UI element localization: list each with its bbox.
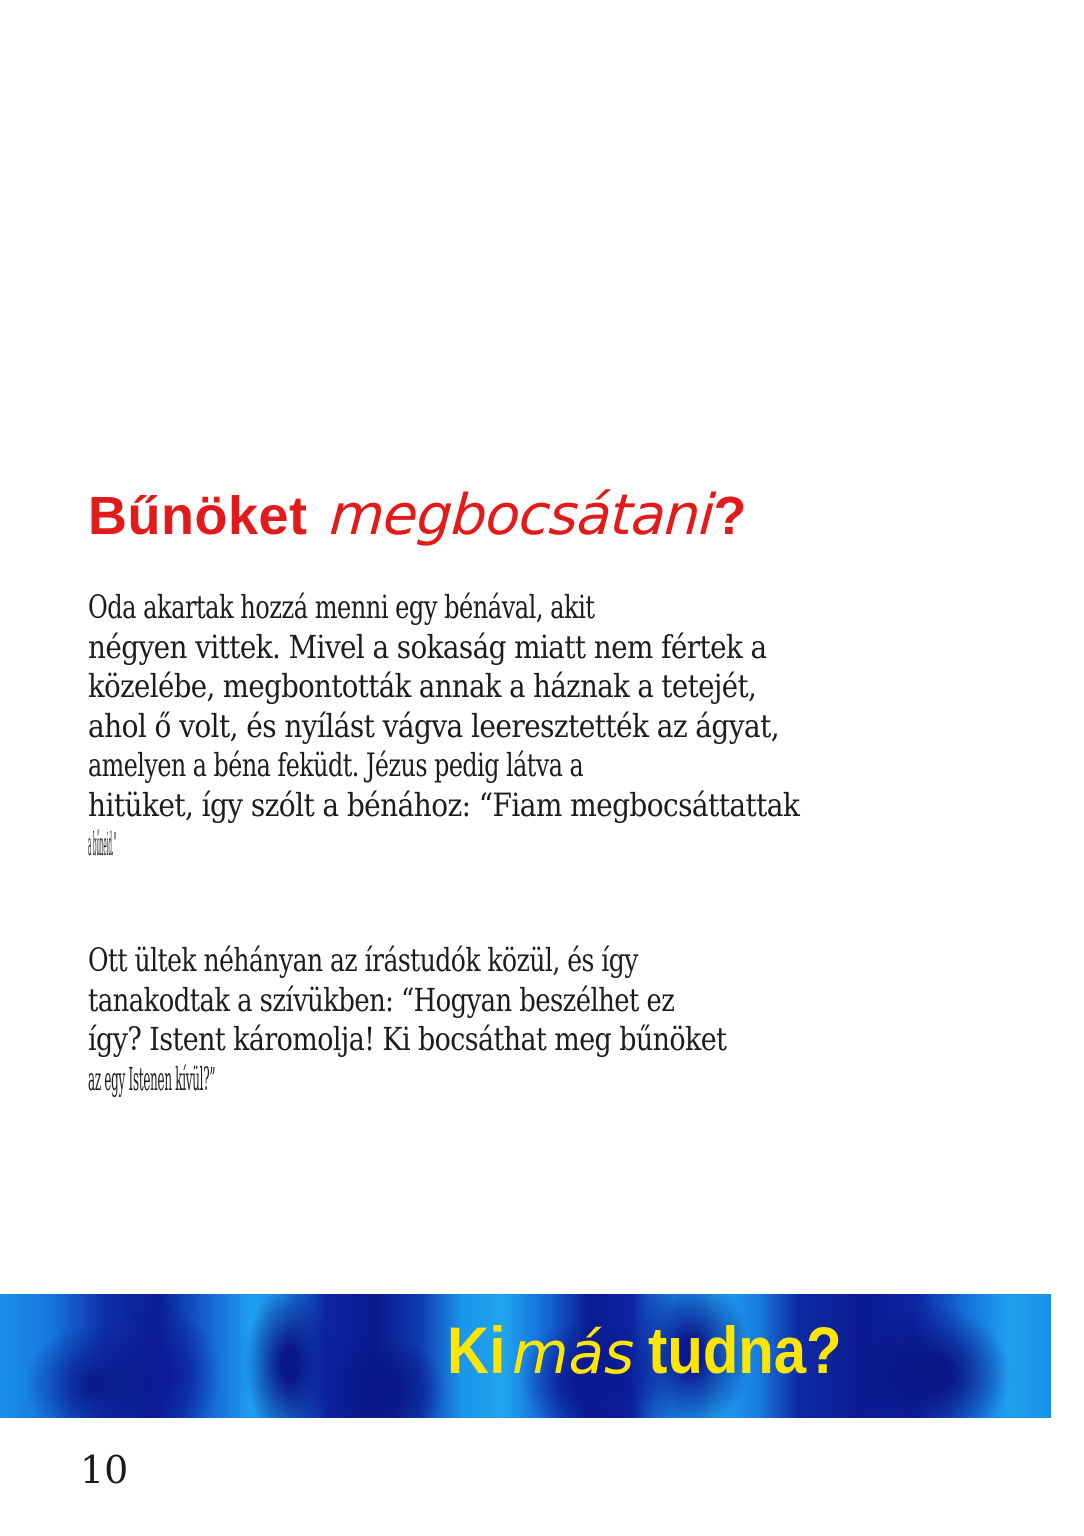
blue-banner xyxy=(0,1294,1051,1418)
paragraph-line: Ott ültek néhányan az írástudók közül, és így xyxy=(88,941,638,979)
paragraph-line: közelébe, megbontották annak a háznak a tetejét, xyxy=(88,667,757,705)
banner-bold-word-2: tudna? xyxy=(648,1313,842,1387)
banner-script-word: más xyxy=(512,1319,635,1387)
paragraph-1 xyxy=(88,588,1008,865)
paragraph-line: tanakodtak a szívükben: “Hogyan beszélhet ez xyxy=(88,980,675,1019)
banner-title xyxy=(447,1312,868,1388)
paragraph-2 xyxy=(88,941,1008,1099)
section-heading xyxy=(88,483,746,593)
paragraph-line: a bűneid.” xyxy=(88,825,117,863)
paragraph-line: Oda akartak hozzá menni egy bénával, akit xyxy=(88,588,595,626)
heading-script-word: megbocsátani xyxy=(327,483,716,549)
paragraph-line: az egy Istenen kívül?” xyxy=(88,1059,216,1098)
paragraph-line: így? Istent káromolja! Ki bocsáthat meg bűnöket xyxy=(88,1020,727,1058)
paragraph-line: ahol ő volt, és nyílást vágva leeresztették az ágyat, xyxy=(88,706,780,745)
paragraph-line: hitüket, így szólt a bénához: “Fiam megbocsáttattak xyxy=(88,785,800,824)
paragraph-line: négyen vittek. Mivel a sokaság miatt nem fértek a xyxy=(88,627,767,666)
banner-bold-word: Ki xyxy=(447,1313,506,1387)
heading-question-mark: ? xyxy=(713,486,747,547)
paragraph-line: amelyen a béna feküdt. Jézus pedig látva a xyxy=(88,746,584,784)
page-number: 10 xyxy=(80,1448,129,1492)
heading-bold-word: Bűnöket xyxy=(88,486,308,547)
